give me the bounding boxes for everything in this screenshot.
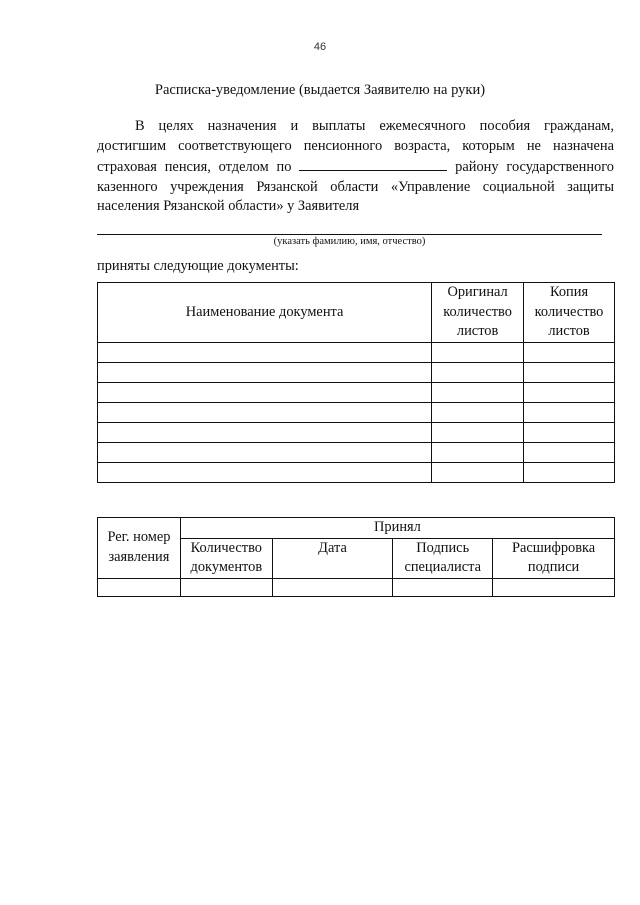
- document-name-cell[interactable]: [98, 422, 432, 442]
- paragraph-line-4: казенного учреждения Рязанской области «Управление социальной защиты: [97, 178, 614, 195]
- original-count-cell[interactable]: [432, 402, 524, 422]
- document-name-cell[interactable]: [98, 382, 432, 402]
- fio-blank-field[interactable]: [97, 234, 602, 235]
- fio-caption: (указать фамилию, имя, отчество): [273, 236, 426, 247]
- header-reg-line-2: заявления: [108, 548, 170, 565]
- header-count-line-1: Количество: [190, 539, 262, 556]
- header-count-line-2: документов: [190, 559, 263, 575]
- copy-count-cell[interactable]: [524, 402, 615, 422]
- table-row: [98, 402, 615, 422]
- header-decode-line-1: Расшифровка: [511, 539, 596, 556]
- document-title: Расписка-уведомление (выдается Заявителю на руки): [154, 82, 486, 98]
- documents-table: [97, 282, 615, 483]
- registration-header-row-1: [98, 518, 615, 539]
- page-number: 46: [313, 41, 327, 53]
- paragraph-line-3-start: страховая пенсия, отделом по: [97, 159, 292, 175]
- table-row: [98, 362, 615, 382]
- table-row: [98, 578, 615, 596]
- header-documents-count: [180, 538, 272, 578]
- reg-number-cell[interactable]: [98, 578, 181, 596]
- table-row: [98, 462, 615, 482]
- documents-table-header: [98, 283, 615, 343]
- paragraph-line-3-end: району государственного: [455, 159, 614, 175]
- copy-count-cell[interactable]: [524, 382, 615, 402]
- header-original-line-1: Оригинал: [447, 284, 508, 300]
- table-row: [98, 382, 615, 402]
- header-document-name: Наименование документа: [98, 283, 432, 343]
- table-row: [98, 442, 615, 462]
- header-copy-line-1: Копия: [549, 284, 589, 300]
- copy-count-cell[interactable]: [524, 442, 615, 462]
- original-count-cell[interactable]: [432, 422, 524, 442]
- paragraph-line-3: [97, 156, 614, 178]
- header-reg-line-1: Рег. номер: [107, 529, 171, 546]
- document-name-cell[interactable]: [98, 462, 432, 482]
- paragraph-line-5: населения Рязанской области» у Заявителя: [97, 198, 360, 214]
- original-count-cell[interactable]: [432, 442, 524, 462]
- header-original-line-3: листов: [456, 323, 499, 339]
- document-name-cell[interactable]: [98, 362, 432, 382]
- header-specialist-signature: [393, 538, 493, 578]
- header-original: [432, 283, 524, 343]
- signature-cell[interactable]: [393, 578, 493, 596]
- original-count-cell[interactable]: [432, 362, 524, 382]
- original-count-cell[interactable]: [432, 462, 524, 482]
- header-original-line-2: количество: [443, 303, 512, 320]
- registration-table: [97, 517, 615, 597]
- header-copy: [524, 283, 615, 343]
- accepted-documents-label: приняты следующие документы:: [97, 258, 299, 274]
- header-signature-line-1: Подпись: [416, 539, 470, 556]
- copy-count-cell[interactable]: [524, 362, 615, 382]
- paragraph-line-1: В целях назначения и выплаты ежемесячного пособия гражданам,: [135, 118, 614, 134]
- header-copy-line-2: количество: [534, 303, 604, 320]
- copy-count-cell[interactable]: [524, 462, 615, 482]
- document-name-cell[interactable]: [98, 342, 432, 362]
- header-signature-decoding: [493, 538, 615, 578]
- documents-count-cell[interactable]: [180, 578, 272, 596]
- copy-count-cell[interactable]: [524, 342, 615, 362]
- original-count-cell[interactable]: [432, 342, 524, 362]
- copy-count-cell[interactable]: [524, 422, 615, 442]
- intro-paragraph: [97, 117, 614, 217]
- header-reg-number: [98, 518, 181, 579]
- table-row: [98, 422, 615, 442]
- table-row: [98, 342, 615, 362]
- document-name-cell[interactable]: [98, 402, 432, 422]
- department-blank-field[interactable]: [299, 156, 447, 171]
- header-signature-line-2: специалиста: [404, 559, 481, 575]
- header-date: Дата: [272, 538, 393, 578]
- paragraph-line-2: достигшим соответствующего пенсионного возраста, которым не назначена: [97, 137, 614, 154]
- date-cell[interactable]: [272, 578, 393, 596]
- header-decode-line-2: подписи: [527, 559, 580, 575]
- original-count-cell[interactable]: [432, 382, 524, 402]
- header-accepted: Принял: [180, 518, 614, 539]
- document-name-cell[interactable]: [98, 442, 432, 462]
- header-copy-line-3: листов: [548, 323, 590, 339]
- decoding-cell[interactable]: [493, 578, 615, 596]
